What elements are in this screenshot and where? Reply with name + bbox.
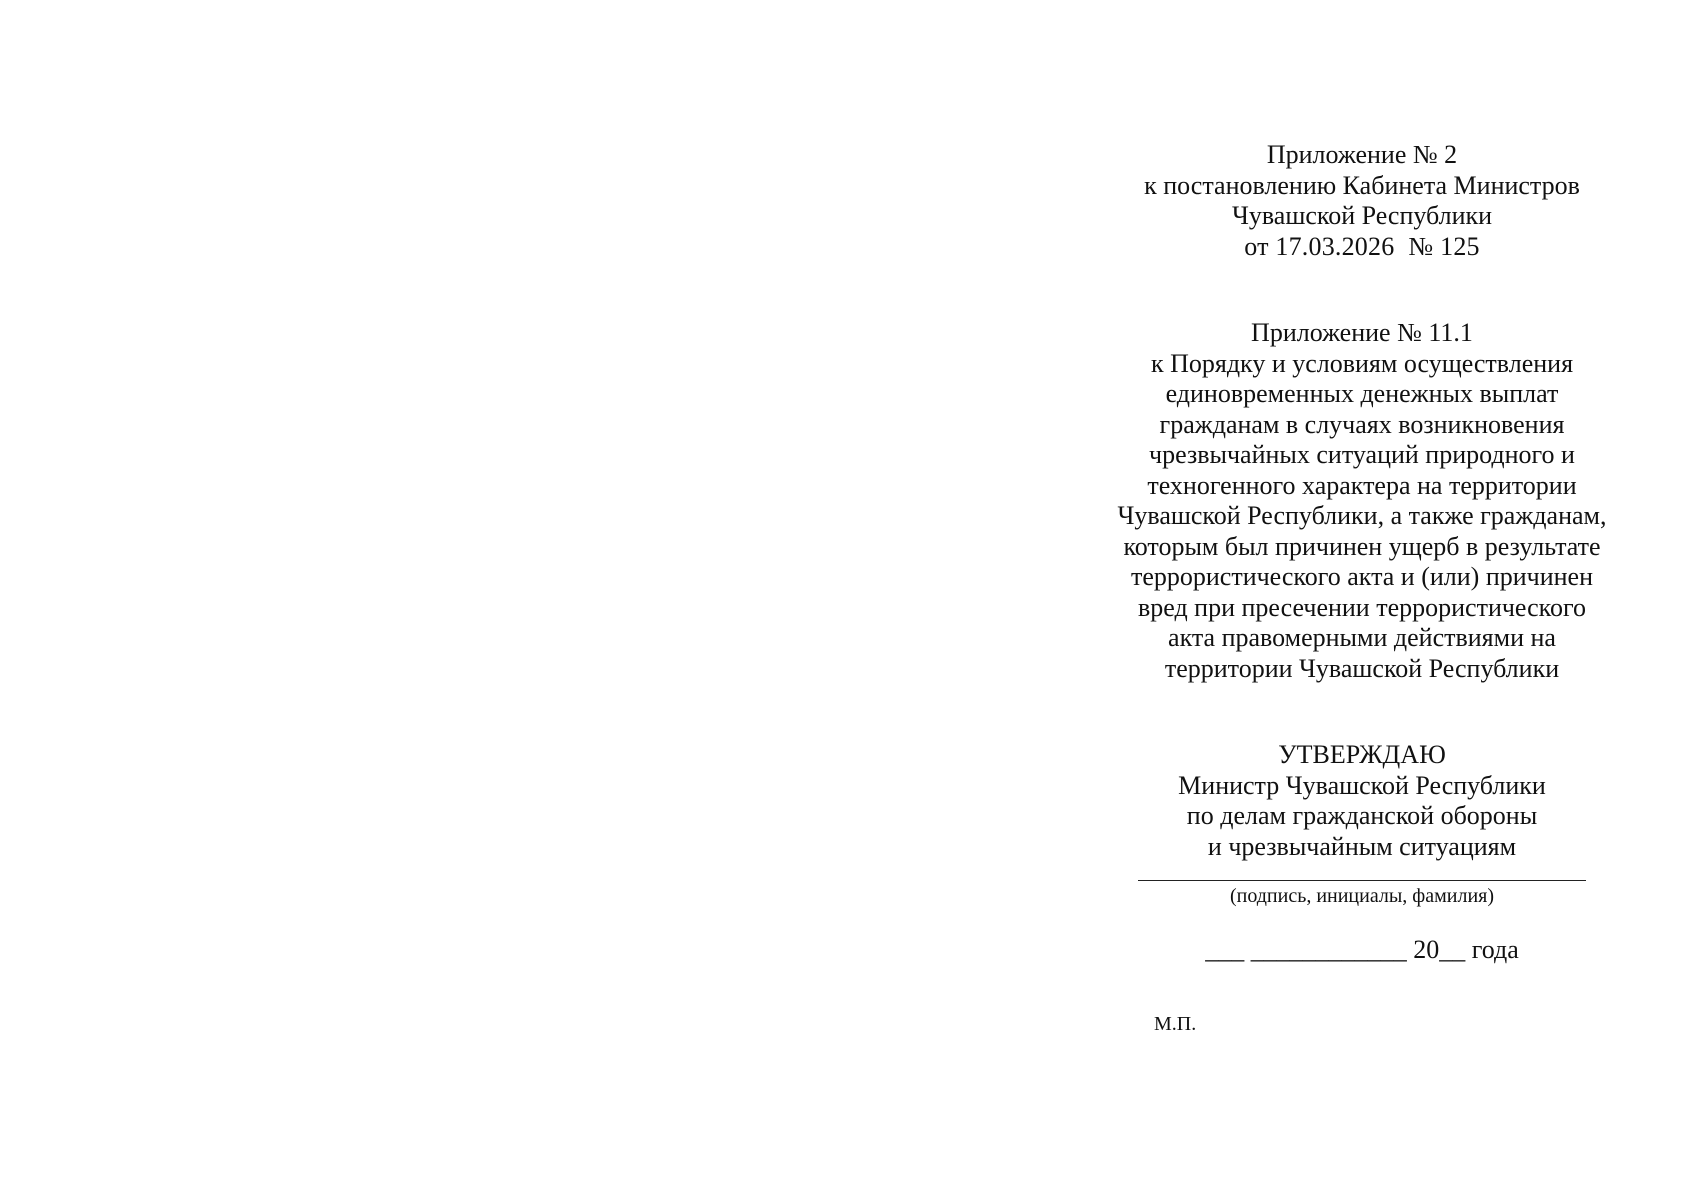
- approval-block: [1082, 740, 1642, 862]
- appendix-11-1-line: гражданам в случаях возникновения: [1159, 409, 1565, 439]
- appendix-11-1-line: вред при пресечении террористического: [1137, 592, 1586, 622]
- approval-position-line: Министр Чувашской Республики: [1178, 770, 1546, 800]
- stamp-label: М.П.: [1154, 1013, 1197, 1035]
- approval-position-line: и чрезвычайным ситуациям: [1207, 831, 1517, 861]
- appendix-11-1-line: Приложение № 11.1: [1251, 318, 1473, 347]
- signature-caption: (подпись, инициалы, фамилия): [1229, 885, 1495, 907]
- decree-number: № 125: [1408, 231, 1480, 261]
- appendix-2-reference: к постановлению Кабинета Министров: [1144, 170, 1580, 200]
- decree-date: от 17.03.2026: [1244, 231, 1395, 261]
- header-column: [1082, 140, 1642, 965]
- appendix-11-1-line: террористического акта и (или) причинен: [1130, 562, 1594, 591]
- appendix-2-title: Приложение № 2: [1266, 140, 1458, 169]
- signature-line: [1138, 880, 1586, 881]
- appendix-11-1-header: [1082, 318, 1642, 684]
- appendix-2-authority: Чувашской Республики: [1231, 201, 1493, 230]
- appendix-2-header: [1082, 140, 1642, 262]
- appendix-11-1-line: акта правомерными действиями на: [1168, 623, 1556, 652]
- appendix-11-1-line: единовременных денежных выплат: [1165, 379, 1559, 408]
- appendix-2-date-number: [1082, 232, 1642, 263]
- approval-heading: УТВЕРЖДАЮ: [1278, 740, 1446, 769]
- appendix-11-1-line: которым был причинен ущерб в результате: [1123, 531, 1601, 561]
- appendix-11-1-line: территории Чувашской Республики: [1164, 653, 1560, 683]
- approval-position-line: по делам гражданской обороны: [1186, 801, 1538, 830]
- appendix-11-1-line: к Порядку и условиям осуществления: [1150, 348, 1574, 378]
- approval-date-blank: ___ ____________ 20__ года: [1205, 935, 1519, 964]
- appendix-11-1-line: техногенного характера на территории: [1147, 470, 1577, 500]
- appendix-11-1-line: чрезвычайных ситуаций природного и: [1149, 440, 1575, 469]
- appendix-11-1-line: Чувашской Республики, а также гражданам,: [1117, 501, 1607, 530]
